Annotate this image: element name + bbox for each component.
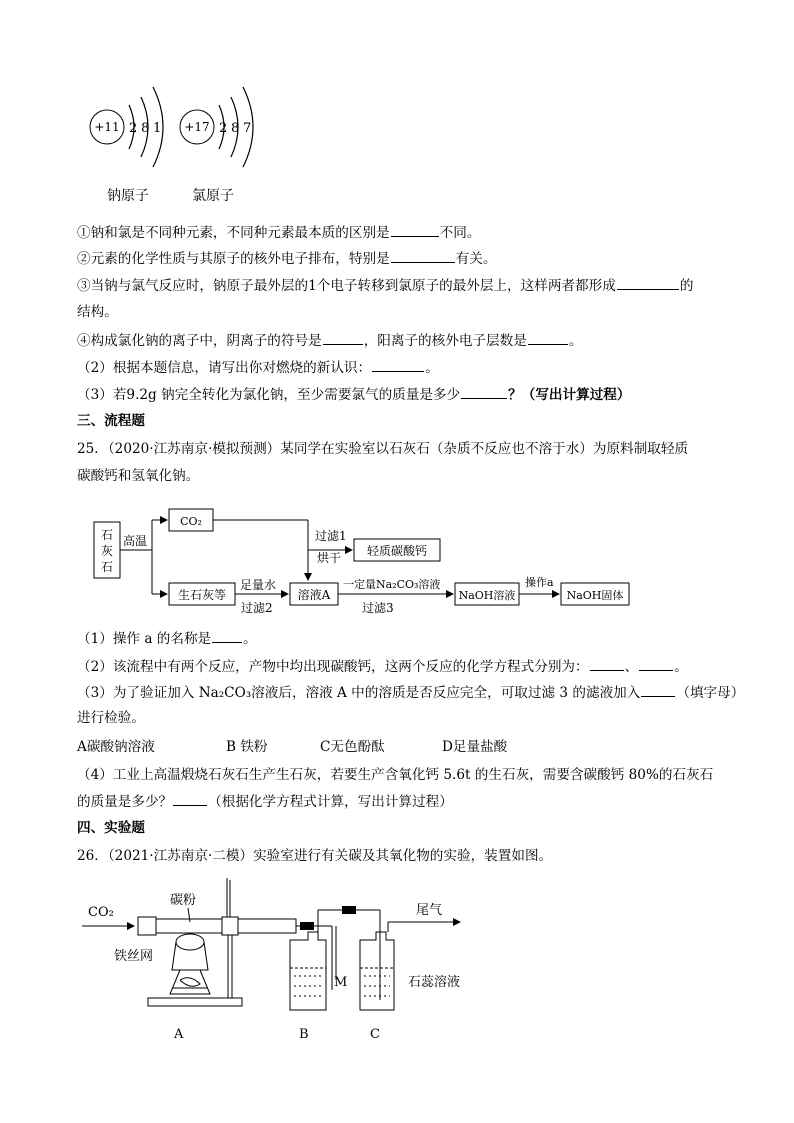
apparatus-b-label: B: [299, 1027, 309, 1042]
process-flowchart: [90, 498, 650, 620]
sodium-atom-diagram: [90, 87, 163, 167]
chlorine-shell-3: 7: [243, 121, 252, 136]
q24-part3: （3）若9.2g 钠完全转化为氯化钠，至少需要氯气的质量是多少 ？（写出计算过程）: [77, 384, 630, 405]
solution-a-box: 溶液A: [297, 588, 331, 602]
marker-m-label: M: [334, 975, 348, 990]
atom-structure-diagram: [85, 75, 285, 215]
answer-blank[interactable]: [641, 682, 675, 697]
apparatus-a-label: A: [174, 1027, 184, 1042]
chlorine-shell-2: 8: [231, 121, 240, 136]
filter1-label: 过滤1: [315, 529, 347, 543]
q25-part4-cont: 的质量是多少？ （根据化学方程式计算，写出计算过程）: [77, 791, 453, 812]
tail-gas-label: 尾气: [416, 903, 443, 918]
answer-blank[interactable]: [528, 330, 568, 345]
q24-part2: （2）根据本题信息，请写出你对燃烧的新认识： 。: [77, 357, 439, 378]
choice-c[interactable]: C无色酚酞: [320, 739, 385, 755]
operation-a-label: 操作a: [525, 576, 554, 589]
answer-blank[interactable]: [461, 384, 507, 399]
sodium-shell-3: 1: [153, 121, 162, 136]
q25-intro-line2: 碳酸钙和氢氧化钠。: [77, 468, 200, 484]
co2-box: CO₂: [180, 515, 202, 528]
limestone-char-3: 石: [100, 560, 114, 574]
section-heading-flow: 三、流程题: [77, 413, 145, 429]
choice-b[interactable]: B 铁粉: [226, 739, 268, 755]
naoh-solid-box: NaOH固体: [566, 589, 624, 602]
answer-blank[interactable]: [639, 656, 673, 671]
q24-line1: ①钠和氯是不同种元素，不同种元素最本质的区别是 不同。: [77, 222, 480, 243]
q24-line3-cont: 结构。: [77, 304, 118, 320]
heat-label: 高温: [123, 534, 148, 548]
q24-line4: ④构成氯化钠的离子中，阴离子的符号是 ，阳离子的核外电子层数是 。: [77, 330, 582, 351]
chlorine-atom-diagram: [180, 87, 253, 167]
filter3-label: 过滤3: [362, 601, 394, 615]
limestone-char-1: 石: [100, 528, 114, 542]
limestone-char-2: 灰: [100, 544, 114, 558]
q24-line2: ②元素的化学性质与其原子的核外电子排布，特别是 有关。: [77, 248, 496, 269]
q25-part1: （1）操作 a 的名称是 。: [77, 628, 257, 649]
q26-intro: 26．（2021·江苏南京·二模）实验室进行有关碳及其氧化物的实验，装置如图。: [77, 848, 553, 864]
chlorine-nucleus: +17: [184, 120, 210, 134]
q25-part3-cont: 进行检验。: [77, 710, 145, 726]
quicklime-box: 生石灰等: [177, 588, 227, 602]
carbon-powder-label: 碳粉: [170, 893, 197, 908]
sodium-nucleus: +11: [94, 120, 120, 134]
apparatus-c-label: C: [370, 1027, 380, 1042]
filter2-label: 过滤2: [241, 601, 273, 615]
answer-blank[interactable]: [617, 275, 679, 290]
chlorine-shell-1: 2: [219, 121, 228, 136]
choice-a[interactable]: A碳酸钠溶液: [77, 739, 155, 755]
co2-inlet-label: CO₂: [88, 905, 114, 920]
sodium-shell-1: 2: [129, 121, 138, 136]
q25-part2: （2）该流程中有两个反应，产物中均出现碳酸钙，这两个反应的化学方程式分别为： 、 。: [77, 656, 688, 677]
add-na2co3-label: 一定量Na₂CO₃溶液: [343, 578, 441, 591]
experiment-apparatus-diagram: [80, 870, 480, 1045]
q25-intro-line1: 25．（2020·江苏南京·模拟预测）某同学在实验室以石灰石（杂质不反应也不溶于水）为原料制取轻质: [77, 441, 689, 457]
choice-d[interactable]: D足量盐酸: [442, 739, 508, 755]
dry-label: 烘干: [317, 551, 342, 565]
sodium-label: 钠原子: [107, 188, 149, 204]
answer-blank[interactable]: [372, 357, 424, 372]
answer-blank[interactable]: [391, 222, 439, 237]
q25-part4: （4）工业上高温煅烧石灰石生产生石灰，若要生产含氧化钙 5.6t 的生石灰，需要含碳酸钙 80%的石灰石: [77, 767, 714, 783]
answer-blank[interactable]: [173, 791, 207, 806]
litmus-solution-label: 石蕊溶液: [408, 975, 461, 990]
light-caco3-box: 轻质碳酸钙: [366, 544, 428, 558]
answer-blank[interactable]: [391, 248, 455, 263]
answer-blank[interactable]: [323, 330, 363, 345]
naoh-solution-box: NaOH溶液: [458, 589, 516, 602]
answer-blank[interactable]: [590, 656, 624, 671]
iron-gauze-label: 铁丝网: [114, 949, 154, 964]
q25-part3: （3）为了验证加入 Na₂CO₃溶液后，溶液 A 中的溶质是否反应完全，可取过滤 3 的滤液加入 （填字母）: [77, 682, 744, 703]
chlorine-label: 氯原子: [192, 188, 234, 204]
section-heading-experiment: 四、实验题: [77, 820, 145, 836]
add-water-label: 足量水: [240, 578, 277, 592]
answer-blank[interactable]: [212, 628, 242, 643]
sodium-shell-2: 8: [141, 121, 150, 136]
q24-line3: ③当钠与氯气反应时，钠原子最外层的1个电子转移到氯原子的最外层上，这样两者都形成 的: [77, 275, 693, 296]
